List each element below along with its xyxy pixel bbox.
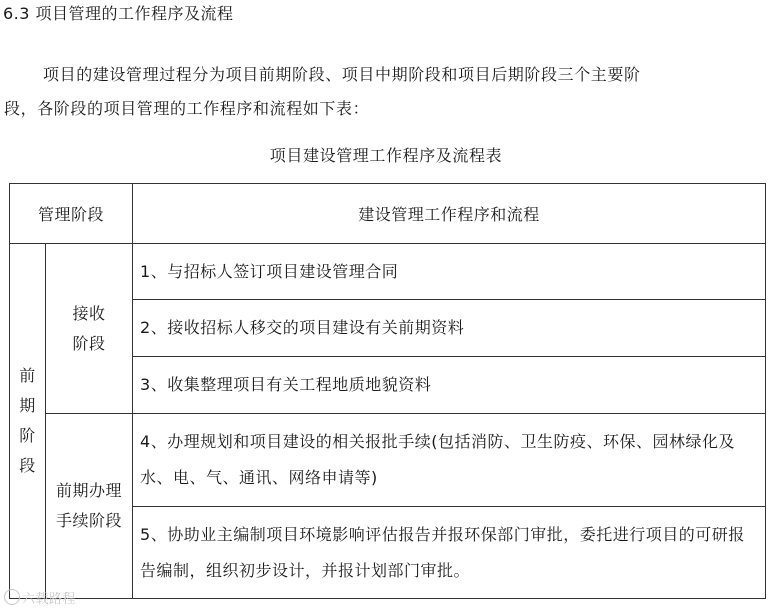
step-cell: 4、办理规划和项目建设的相关报批手续(包括消防、卫生防疫、环保、园林绿化及水、电、气、通讯、网络申请等) <box>133 414 766 507</box>
group-label: 接收阶段 <box>72 303 106 353</box>
step-cell: 5、协助业主编制项目环境影响评估报告并报环保部门审批，委托进行项目的可研报告编制，组织初步设计，并报计划部门审批。 <box>133 507 766 599</box>
intro-line-1: 项目的建设管理过程分为项目前期阶段、项目中期阶段和项目后期阶段三个主要阶 <box>43 65 641 84</box>
table-header-row <box>10 184 766 244</box>
step-cell: 3、收集整理项目有关工程地质地貌资料 <box>133 357 766 414</box>
watermark-logo-icon <box>4 589 20 605</box>
table-row <box>10 414 766 507</box>
phase-cell <box>10 244 46 599</box>
group-cell-receive <box>46 244 133 414</box>
phase-label: 前期阶段 <box>19 366 36 475</box>
watermark <box>4 588 76 607</box>
watermark-text: 六载路程 <box>22 592 77 607</box>
intro-paragraph <box>0 58 772 126</box>
header-procedure: 建设管理工作程序和流程 <box>133 184 766 244</box>
procedure-table <box>9 183 766 599</box>
group-cell-procedures <box>46 414 133 599</box>
step-cell: 1、与招标人签订项目建设管理合同 <box>133 244 766 300</box>
table-caption: 项目建设管理工作程序及流程表 <box>269 146 503 165</box>
intro-line-2: 段，各阶段的项目管理的工作程序和流程如下表： <box>4 99 370 118</box>
section-heading: 6.3 项目管理的工作程序及流程 <box>3 4 234 23</box>
header-stage: 管理阶段 <box>10 184 133 244</box>
group-label: 前期办理手续阶段 <box>55 481 122 530</box>
table-row <box>10 244 766 300</box>
step-cell: 2、接收招标人移交的项目建设有关前期资料 <box>133 300 766 357</box>
